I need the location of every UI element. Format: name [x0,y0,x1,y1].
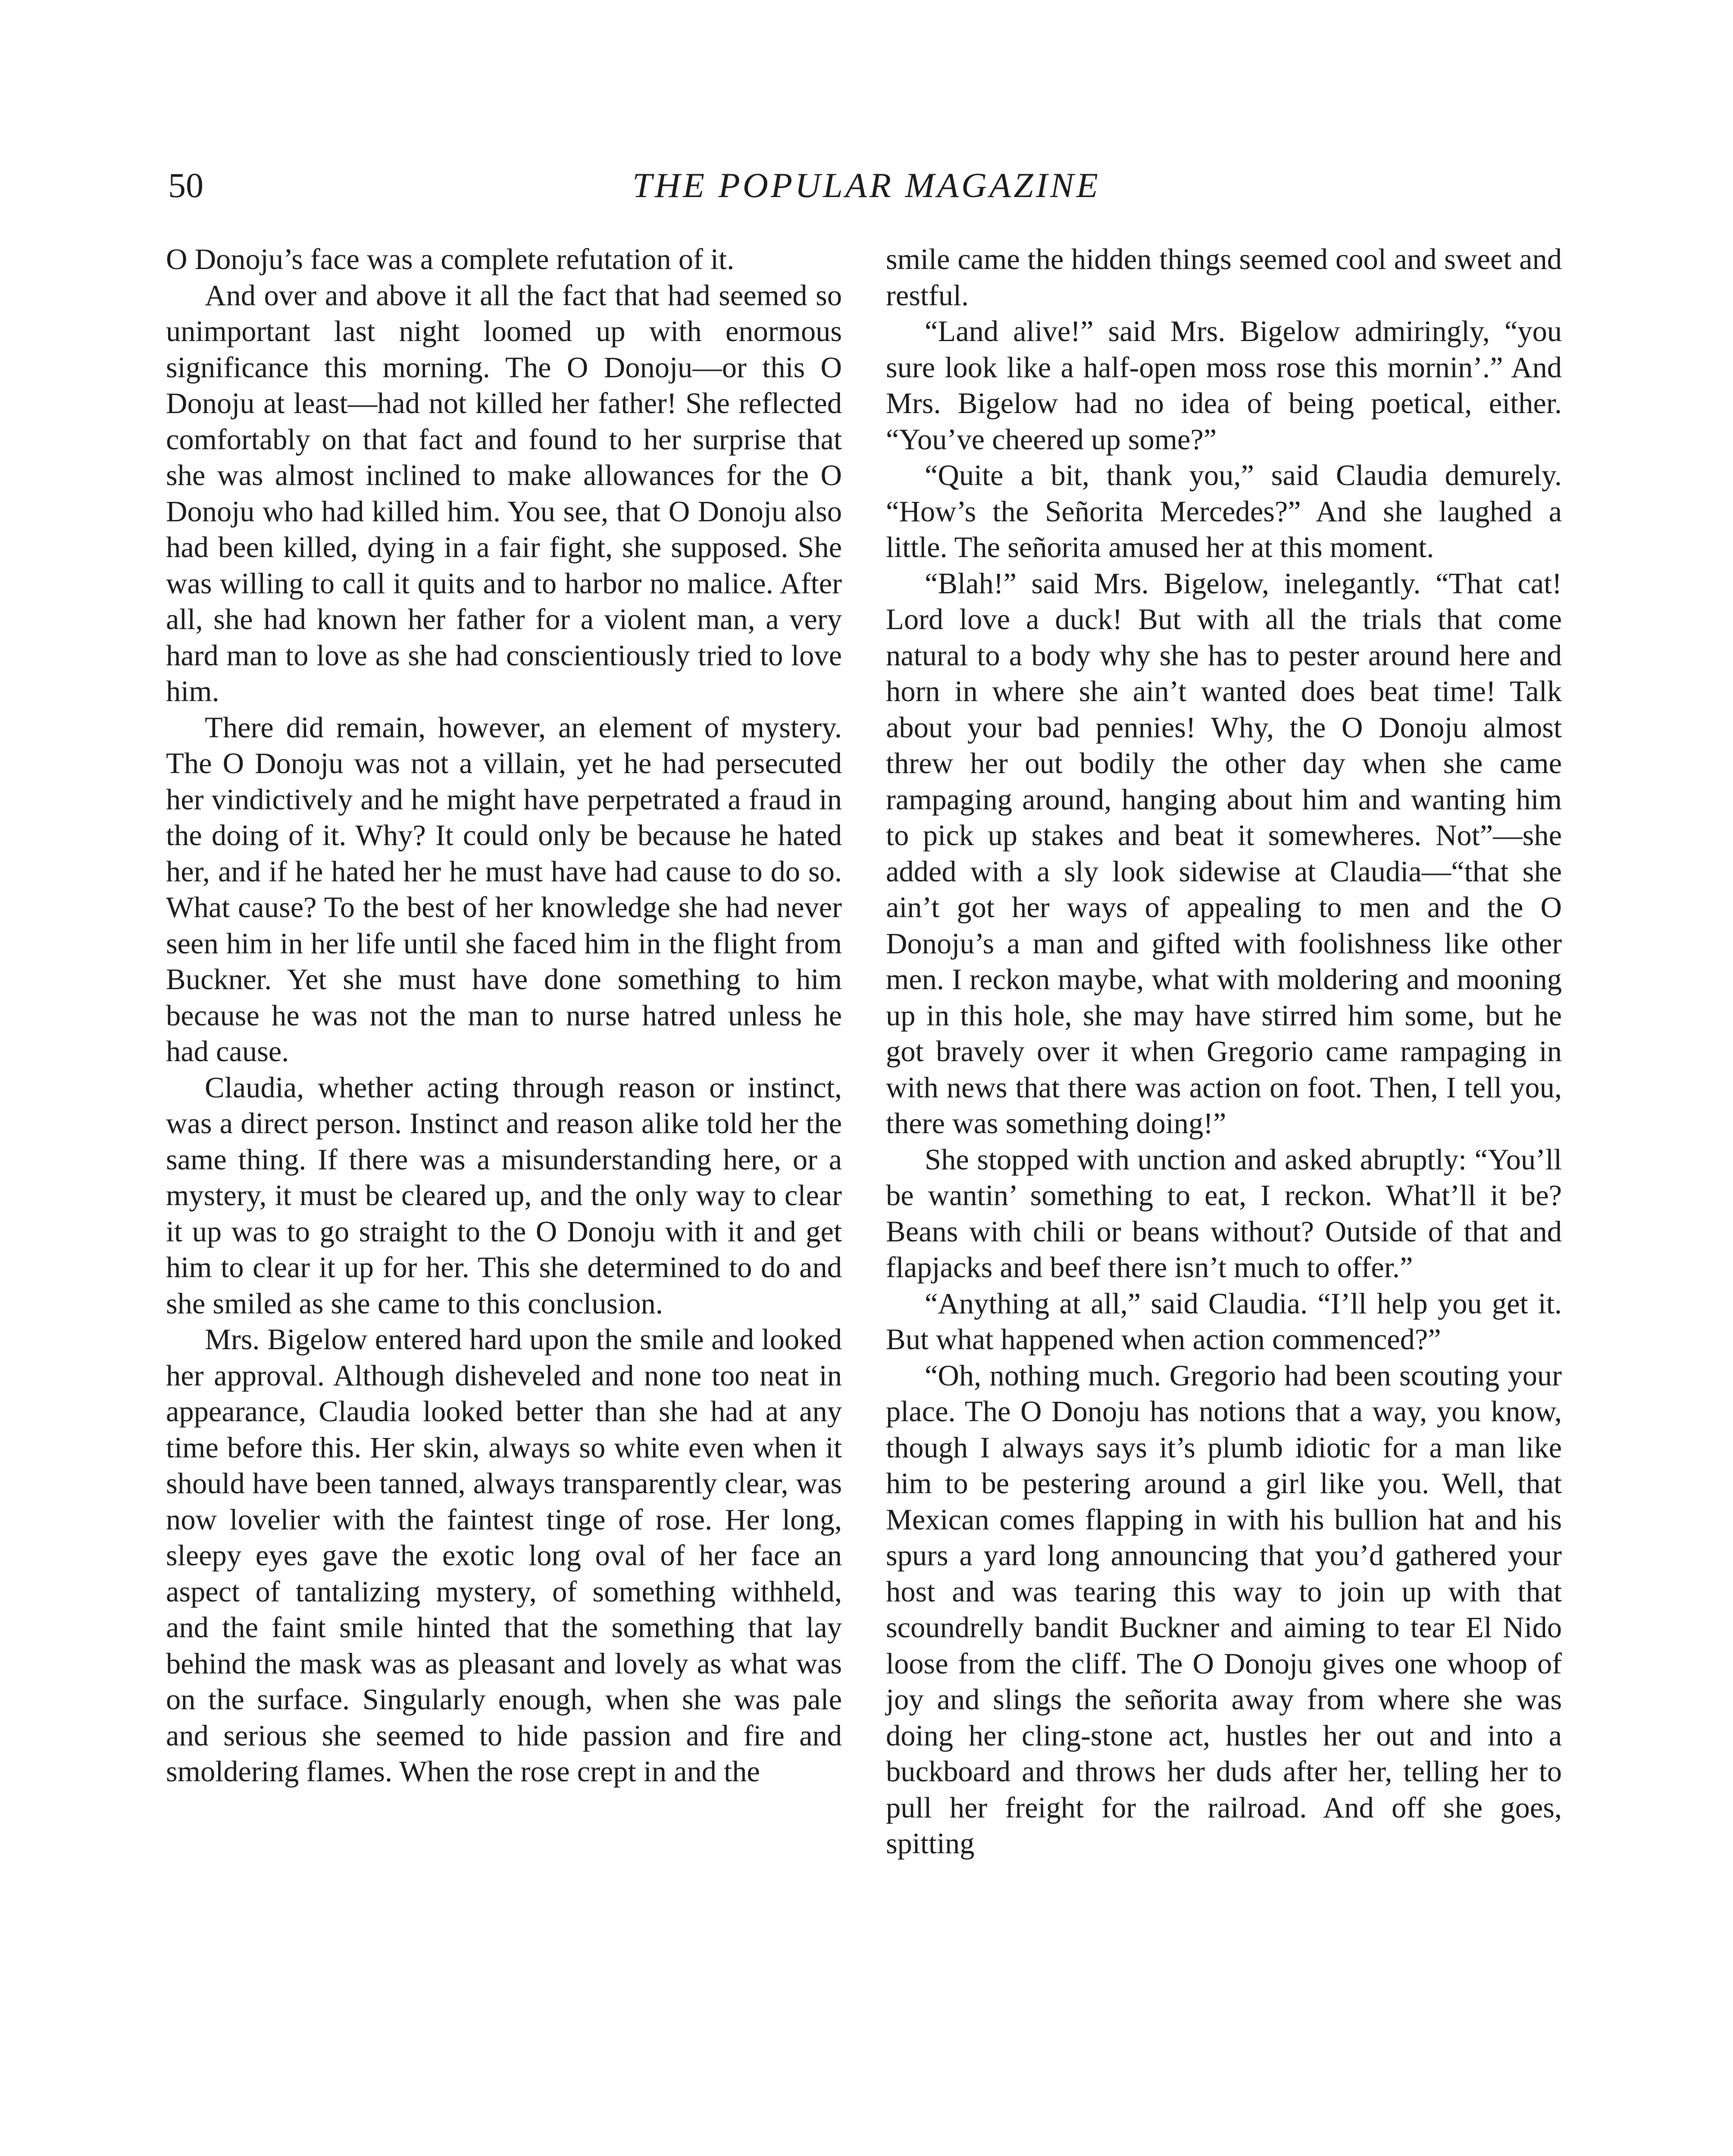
paragraph: Mrs. Bigelow entered hard upon the smile and looked her approval. Although disheveled and none too neat in appearance, Claudia looked better than she had at any time before this. Her skin, always so white even when it should have been tanned, always transparently clear, was now lovelier with the faintest tinge of rose. Her long, sleepy eyes gave the exotic long oval of her face an aspect of tantalizing mystery, of something withheld, and the faint smile hinted that the something that lay behind the mask was as pleasant and lovely as what was on the surface. Singularly enough, when she was pale and serious she seemed to hide passion and fire and smoldering flames. When the rose crept in and the [166,1323,842,1788]
paragraph: And over and above it all the fact that had seemed so unimportant last night loomed up with enormous significance this morning. The O Donoju—or this O Donoju at least—had not killed her father! She reflected comfortably on that fact and found to her surprise that she was almost inclined to make allowances for the O Donoju who had killed him. You see, that O Donoju also had been killed, dying in a fair fight, she supposed. She was willing to call it quits and to harbor no malice. After all, she had known her father for a violent man, a very hard man to love as she had conscientiously tried to love him. [166,279,842,708]
paragraph: “Quite a bit, thank you,” said Claudia demurely. “How’s the Señorita Mercedes?” And she laughed a little. The señorita amused her at this moment. [886,459,1562,564]
left-column [166,241,842,1790]
paragraph: “Blah!” said Mrs. Bigelow, inelegantly. “That cat! Lord love a duck! But with all the trials that come natural to a body why she has to pester around here and horn in where she ain’t wanted does beat time! Talk about your bad pennies! Why, the O Donoju almost threw her out bodily the other day when she came rampaging around, hanging about him and wanting him to pick up stakes and beat it somewheres. Not”—she added with a sly look sidewise at Claudia—“that she ain’t got her ways of appealing to men and the O Donoju’s a man and gifted with foolishness like other men. I reckon maybe, what with moldering and mooning up in this hole, she may have stirred him some, but he got bravely over it when Gregorio came rampaging in with news that there was action on foot. Then, I tell you, there was something doing!” [886,567,1562,1140]
paragraph: O Donoju’s face was a complete refutation of it. [166,243,735,276]
right-column [886,241,1562,1862]
page-header [168,164,1565,216]
page-number: 50 [168,166,203,205]
paragraph: “Anything at all,” said Claudia. “I’ll help you get it. But what happened when action commenced?” [886,1287,1562,1356]
paragraph: “Oh, nothing much. Gregorio had been scouting your place. The O Donoju has notions that a way, you know, though I always says it’s plumb idiotic for a man like him to be pestering around a girl like you. Well, that Mexican comes flapping in with his bullion hat and his spurs a yard long announcing that you’d gathered your host and was tearing this way to join up with that scoundrelly bandit Buckner and aiming to tear El Nido loose from the cliff. The O Donoju gives one whoop of joy and slings the señorita away from where she was doing her cling-stone act, hustles her out and into a buckboard and throws her duds after her, telling her to pull her freight for the railroad. And off she goes, spitting [886,1359,1562,1860]
paragraph: smile came the hidden things seemed cool and sweet and restful. [886,243,1562,312]
paragraph: There did remain, however, an element of mystery. The O Donoju was not a villain, yet he had persecuted her vindictively and he might have perpetrated a fraud in the doing of it. Why? It could only be because he hated her, and if he hated her he must have had cause to do so. What cause? To the best of her knowledge she had never seen him in her life until she faced him in the flight from Buckner. Yet she must have done something to him because he was not the man to nurse hatred unless he had cause. [166,711,842,1068]
paragraph: Claudia, whether acting through reason or instinct, was a direct person. Instinct and reason alike told her the same thing. If there was a misunderstanding here, or a mystery, it must be cleared up, and the only way to clear it up was to go straight to the O Donoju with it and get him to clear it up for her. This she determined to do and she smiled as she came to this conclusion. [166,1071,842,1320]
paragraph: “Land alive!” said Mrs. Bigelow admiringly, “you sure look like a half-open moss rose this mornin’.” And Mrs. Bigelow had no idea of being poetical, either. “You’ve cheered up some?” [886,315,1562,456]
running-title: THE POPULAR MAGAZINE [632,166,1101,205]
paragraph: She stopped with unction and asked abruptly: “You’ll be wantin’ something to eat, I reckon. What’ll it be? Beans with chili or beans without? Outside of that and flapjacks and beef there isn’t much to offer.” [886,1143,1562,1284]
